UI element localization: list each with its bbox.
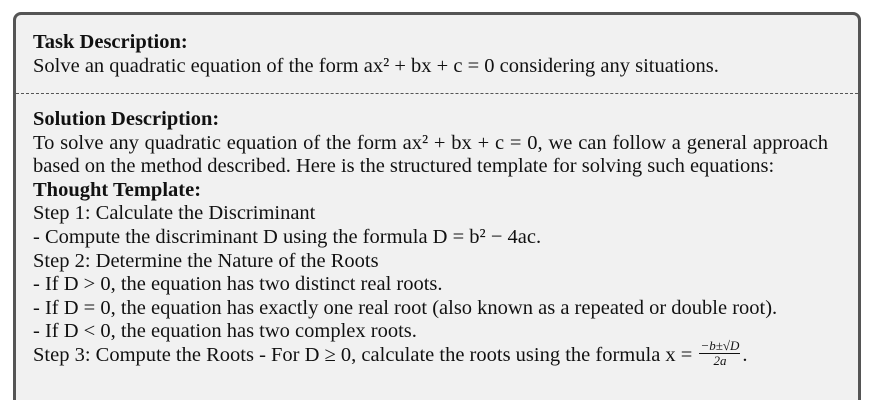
task-heading: Task Description: bbox=[33, 31, 188, 53]
step-3-line bbox=[33, 337, 828, 368]
step-3-text: Step 3: Compute the Roots - For D ≥ 0, calculate the roots using the formula x = bbox=[33, 343, 693, 366]
thought-template-heading: Thought Template: bbox=[33, 178, 202, 201]
solution-section bbox=[33, 108, 828, 368]
step-2-title: Step 2: Determine the Nature of the Roots bbox=[33, 249, 379, 272]
step-1-detail: - Compute the discriminant D using the formula D = b² − 4ac. bbox=[33, 225, 542, 248]
step-1-title: Step 1: Calculate the Discriminant bbox=[33, 202, 316, 225]
formula-denominator: 2a bbox=[713, 352, 727, 368]
solution-intro: To solve any quadratic equation of the form ax² + bx + c = 0, we can follow a general approach based on the method described. Here is the structured template for solving such equations: bbox=[33, 131, 828, 178]
step-2-case-negative: - If D < 0, the equation has two complex roots. bbox=[33, 320, 417, 343]
step-2-case-positive: - If D > 0, the equation has two distinct real roots. bbox=[33, 273, 443, 296]
dashed-divider bbox=[16, 93, 858, 94]
solution-heading: Solution Description: bbox=[33, 108, 220, 130]
formula-numerator: −b±√D bbox=[700, 337, 740, 353]
task-text: Solve an quadratic equation of the form ax² + bx + c = 0 considering any situations. bbox=[33, 55, 719, 77]
step-2-case-zero: - If D = 0, the equation has exactly one real root (also known as a repeated or double root). bbox=[33, 296, 778, 319]
task-section bbox=[33, 30, 853, 78]
root-formula-fraction bbox=[699, 339, 740, 368]
step-3-end: . bbox=[742, 343, 748, 366]
